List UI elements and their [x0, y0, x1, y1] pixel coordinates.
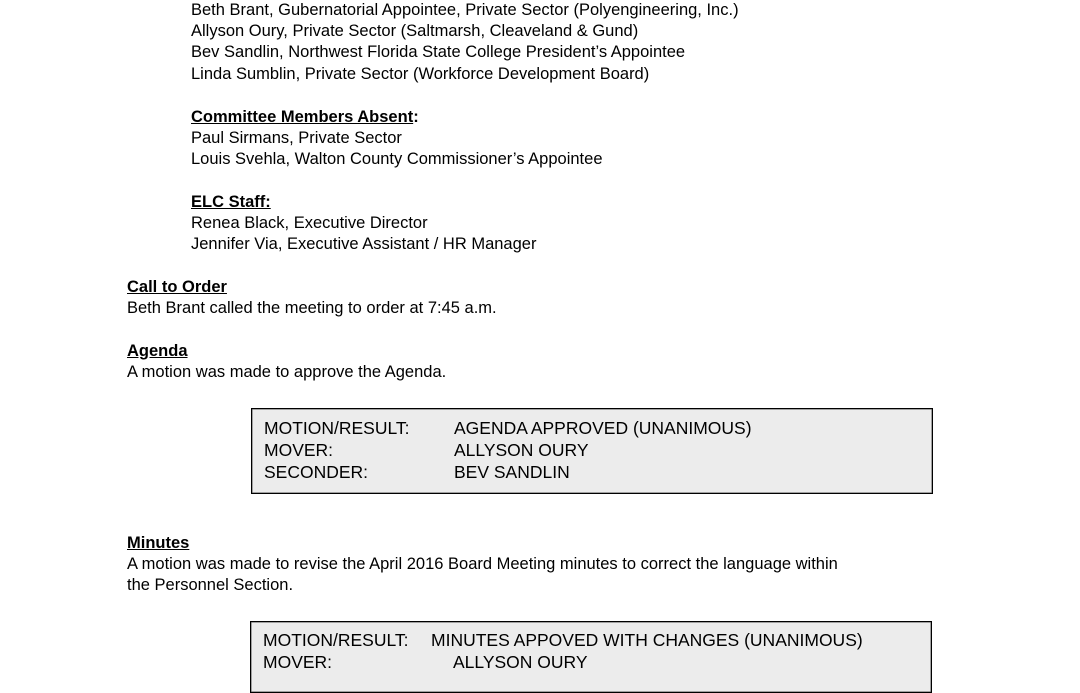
- agenda-motion-box: [251, 408, 933, 494]
- staff-member-1: Renea Black, Executive Director: [191, 214, 428, 232]
- minutes-result-value: MINUTES APPOVED WITH CHANGES (UNANIMOUS): [431, 630, 863, 650]
- present-member-4: Linda Sumblin, Private Sector (Workforce Development Board): [191, 65, 650, 83]
- agenda-heading: Agenda: [127, 342, 188, 360]
- minutes-mover-value: ALLYSON OURY: [453, 652, 588, 672]
- minutes-text-2: the Personnel Section.: [127, 576, 294, 594]
- absent-member-1: Paul Sirmans, Private Sector: [191, 129, 402, 147]
- agenda-mover-value: ALLYSON OURY: [454, 440, 589, 460]
- minutes-result-label: MOTION/RESULT:: [263, 630, 409, 650]
- staff-heading-line: [191, 192, 271, 213]
- agenda-result-value: AGENDA APPROVED (UNANIMOUS): [454, 418, 752, 438]
- agenda-text: A motion was made to approve the Agenda.: [127, 363, 447, 381]
- call-to-order-text: Beth Brant called the meeting to order at 7:45 a.m.: [127, 299, 497, 317]
- present-member-2: Allyson Oury, Private Sector (Saltmarsh, Cleaveland & Gund): [191, 22, 639, 40]
- staff-heading: ELC Staff:: [191, 193, 271, 211]
- absent-member-2: Louis Svehla, Walton County Commissioner’s Appointee: [191, 150, 603, 168]
- agenda-mover-label: MOVER:: [264, 440, 334, 460]
- present-member-1: Beth Brant, Gubernatorial Appointee, Private Sector (Polyengineering, Inc.): [191, 1, 739, 19]
- minutes-mover-label: MOVER:: [263, 652, 333, 672]
- minutes-motion-box: [250, 621, 932, 693]
- minutes-heading-line: [127, 533, 189, 554]
- minutes-text-1: A motion was made to revise the April 2016 Board Meeting minutes to correct the language within: [127, 555, 838, 573]
- agenda-seconder-value: BEV SANDLIN: [454, 462, 570, 482]
- staff-member-2: Jennifer Via, Executive Assistant / HR Manager: [191, 235, 537, 253]
- absent-heading-line: Committee Members Absent:: [191, 108, 419, 126]
- present-member-3: Bev Sandlin, Northwest Florida State College President’s Appointee: [191, 43, 686, 61]
- call-to-order-heading-line: [127, 277, 227, 298]
- agenda-result-label: MOTION/RESULT:: [264, 418, 410, 438]
- agenda-seconder-label: SECONDER:: [264, 462, 369, 482]
- call-to-order-heading: Call to Order: [127, 278, 227, 296]
- absent-heading: Committee Members Absent: [191, 108, 414, 126]
- minutes-heading: Minutes: [127, 534, 190, 552]
- agenda-heading-line: [127, 341, 188, 362]
